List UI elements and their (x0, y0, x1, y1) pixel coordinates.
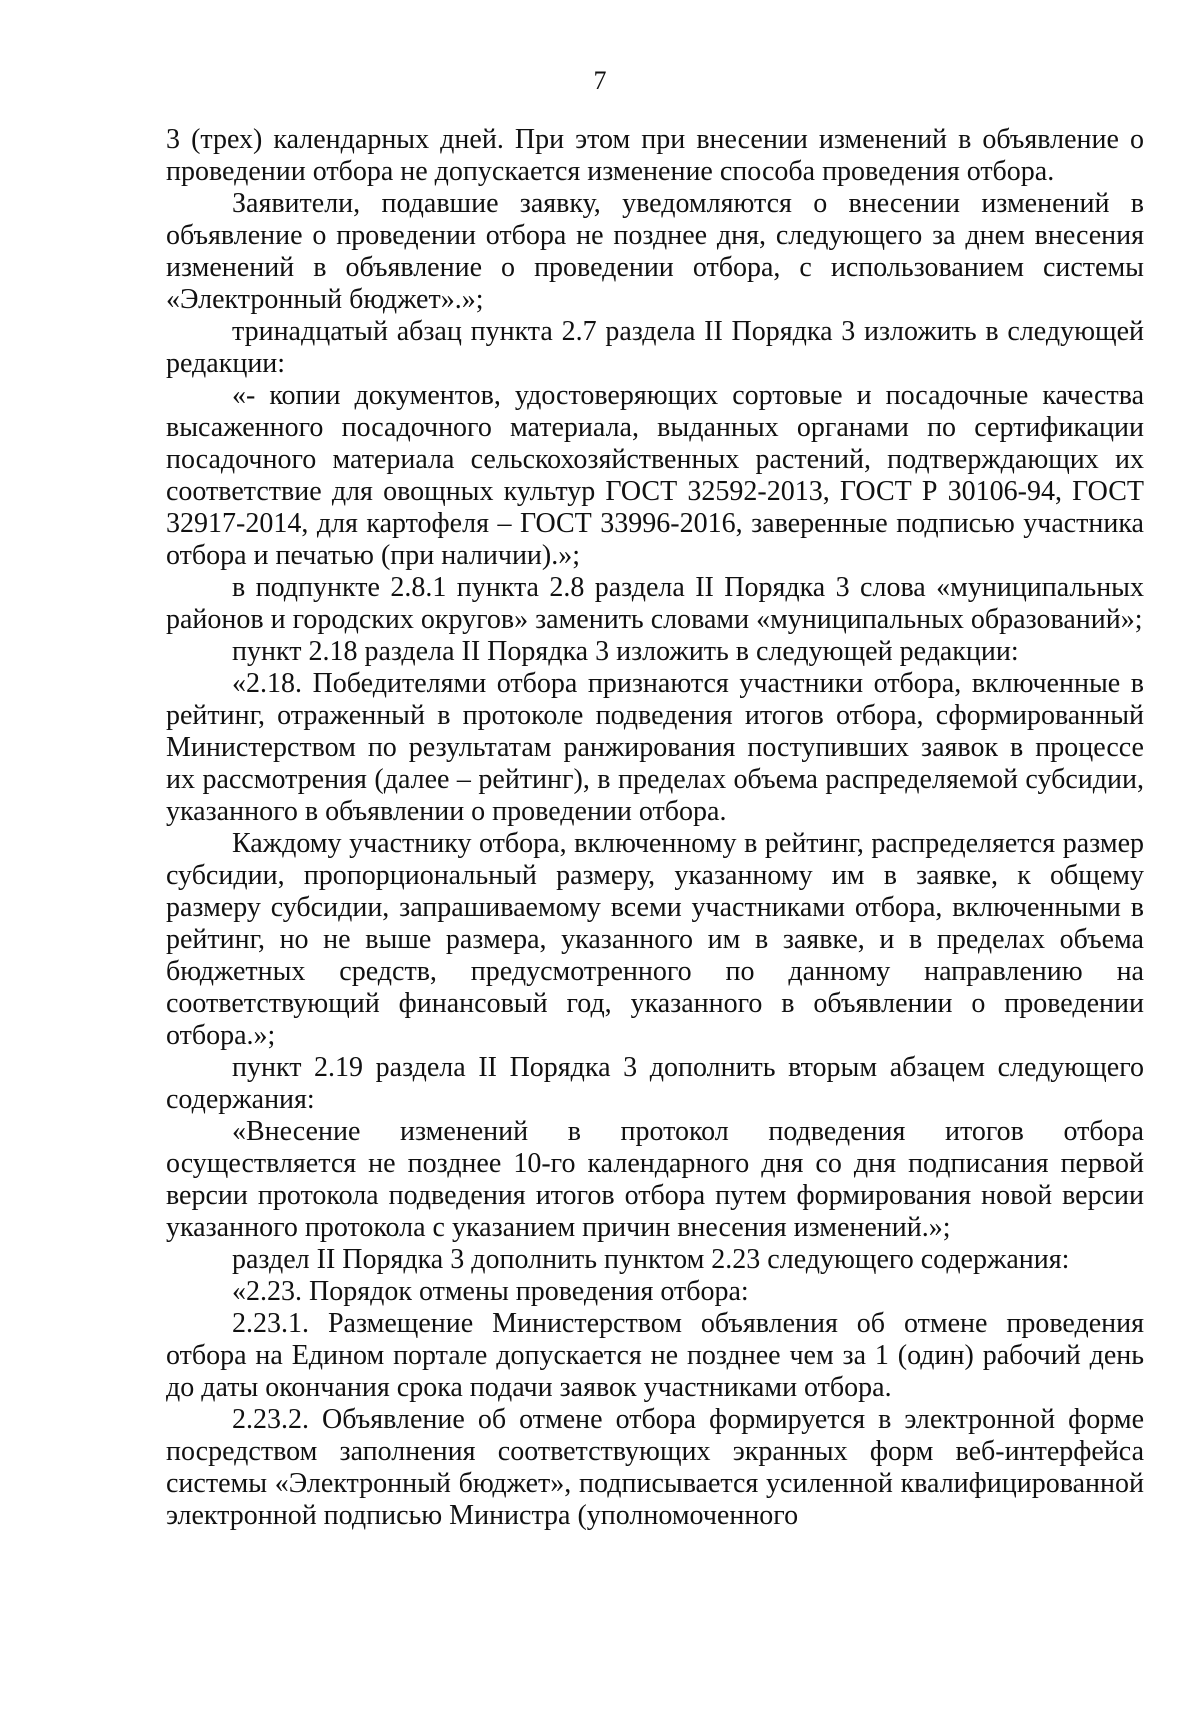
paragraph: 2.23.1. Размещение Министерством объявления об отмене проведения отбора на Едином портале допускается не позднее чем за 1 (один) рабочий день до даты окончания срока подачи заявок участниками отбора. (166, 1308, 1144, 1403)
paragraph: в подпункте 2.8.1 пункта 2.8 раздела II Порядка 3 слова «муниципальных районов и городских округов» заменить словами «муниципальных образований»; (166, 572, 1144, 635)
paragraph: 3 (трех) календарных дней. При этом при внесении изменений в объявление о проведении отбора не допускается изменение способа проведения отбора. (166, 124, 1144, 187)
paragraph: «- копии документов, удостоверяющих сортовые и посадочные качества высаженного посадочного материала, выданных органами по сертификации посадочного материала сельскохозяйственных растений, подтверждающих их соответствие для овощных культур ГОСТ 32592-2013, ГОСТ Р 30106-94, ГОСТ 32917-2014, для картофеля – ГОСТ 33996-2016, заверенные подписью участника отбора и печатью (при наличии).»; (166, 380, 1144, 571)
document-body (166, 124, 1144, 1532)
paragraph: «Внесение изменений в протокол подведения итогов отбора осуществляется не позднее 10-го календарного дня со дня подписания первой версии протокола подведения итогов отбора путем формирования новой версии указанного протокола с указанием причин внесения изменений.»; (166, 1116, 1144, 1243)
page-number: 7 (593, 66, 607, 95)
paragraph: раздел II Порядка 3 дополнить пунктом 2.23 следующего содержания: (232, 1244, 1070, 1275)
paragraph: «2.18. Победителями отбора признаются участники отбора, включенные в рейтинг, отраженный в протоколе подведения итогов отбора, сформированный Министерством по результатам ранжирования поступивших заявок в процессе их рассмотрения (далее – рейтинг), в пределах объема распределяемой субсидии, указанного в объявлении о проведении отбора. (166, 668, 1144, 827)
paragraph: тринадцатый абзац пункта 2.7 раздела II Порядка 3 изложить в следующей редакции: (166, 316, 1144, 379)
paragraph: Заявители, подавшие заявку, уведомляются о внесении изменений в объявление о проведении отбора не позднее дня, следующего за днем внесения изменений в объявление о проведении отбора, с использованием системы «Электронный бюджет».»; (166, 188, 1144, 315)
paragraph: «2.23. Порядок отмены проведения отбора: (232, 1276, 749, 1307)
paragraph: Каждому участнику отбора, включенному в рейтинг, распределяется размер субсидии, пропорциональный размеру, указанному им в заявке, к общему размеру субсидии, запрашиваемому всеми участниками отбора, включенными в рейтинг, но не выше размера, указанного им в заявке, и в пределах объема бюджетных средств, предусмотренного по данному направлению на соответствующий финансовый год, указанного в объявлении о проведении отбора.»; (166, 828, 1144, 1051)
paragraph: пункт 2.18 раздела II Порядка 3 изложить в следующей редакции: (232, 636, 1019, 667)
paragraph: 2.23.2. Объявление об отмене отбора формируется в электронной форме посредством заполнения соответствующих экранных форм веб-интерфейса системы «Электронный бюджет», подписывается усиленной квалифицированной электронной подписью Министра (уполномоченного (166, 1404, 1144, 1531)
paragraph: пункт 2.19 раздела II Порядка 3 дополнить вторым абзацем следующего содержания: (166, 1052, 1144, 1115)
